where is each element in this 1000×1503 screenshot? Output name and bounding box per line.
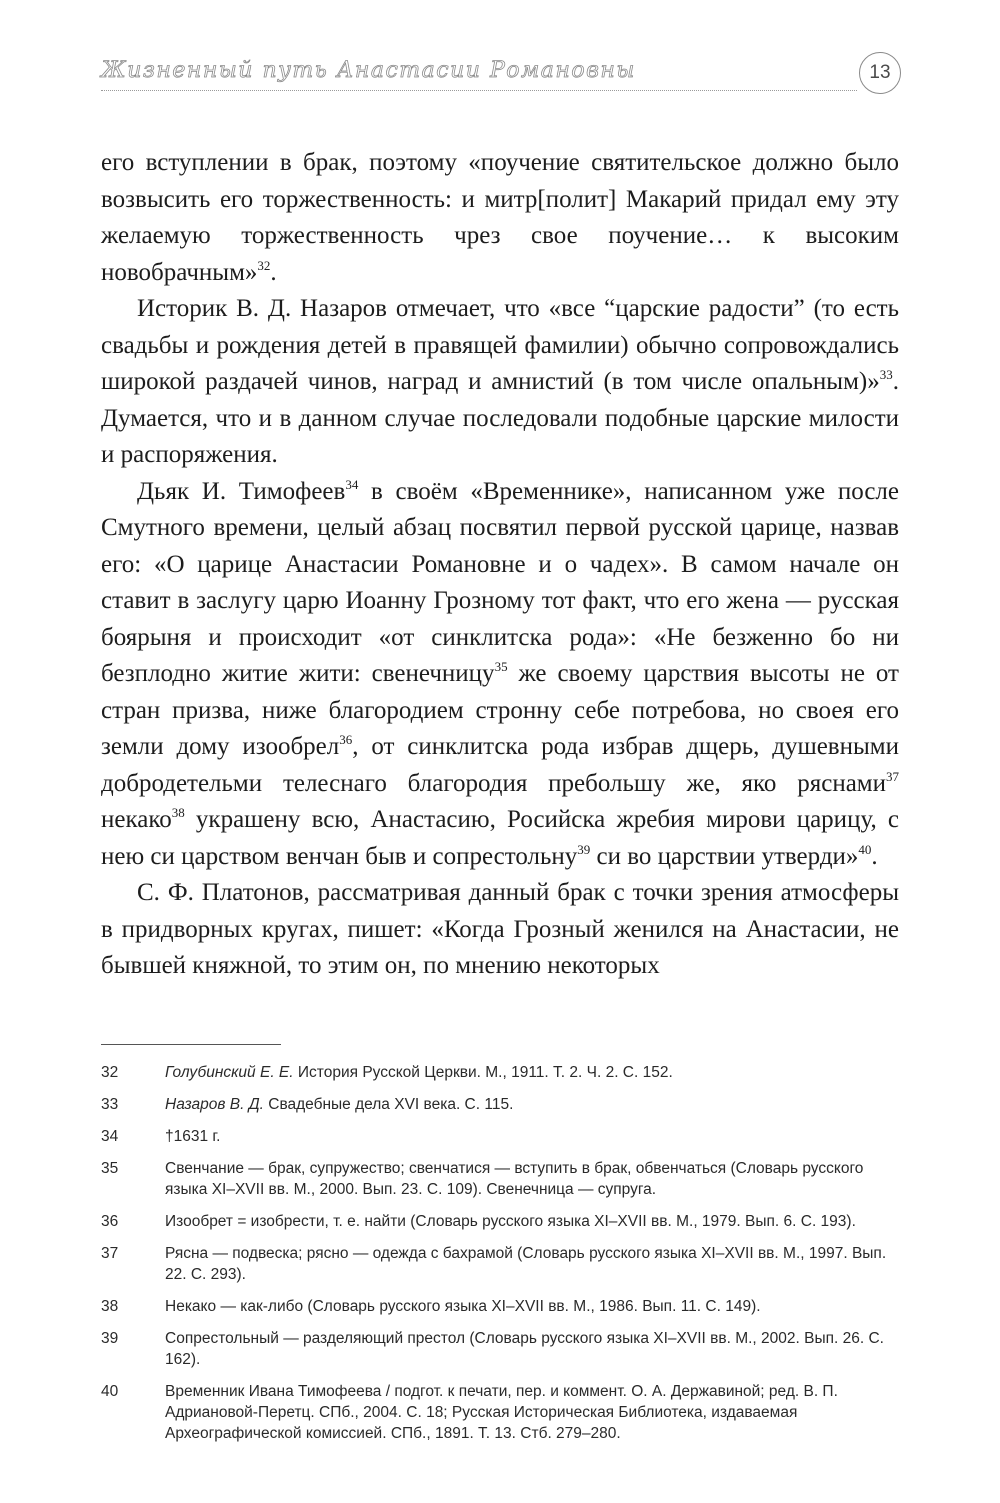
footnote <box>101 1296 899 1317</box>
text-run: , от синклитска рода избрав дщерь, душевными добродетельми телеснаго благородия пребольшу же, яко ряснами <box>101 733 899 797</box>
text-run: его вступлении в брак, поэтому «поучение святительское должно было возвысить его торжественность: и митр[полит] Макарий придал ему эту желаемую торжественность чрез свое поучение… к высоким новобрачным» <box>101 149 899 286</box>
footnote-number: 39 <box>101 1330 119 1347</box>
footnote-text <box>165 1062 899 1083</box>
footnote-text <box>165 1243 899 1285</box>
footnote <box>101 1158 899 1200</box>
footnote <box>101 1211 899 1232</box>
page-number-badge <box>859 52 901 94</box>
text-run: си во царствии утверди» <box>590 842 859 870</box>
footnote-ref[interactable]: 36 <box>339 732 353 747</box>
footnote <box>101 1094 899 1115</box>
footnote-number: 35 <box>101 1160 119 1177</box>
paragraph <box>101 145 899 291</box>
footnote-number: 32 <box>101 1064 119 1081</box>
page-number: 13 <box>869 62 891 83</box>
footnote-ref[interactable]: 40 <box>858 841 872 857</box>
footnote-text <box>165 1328 899 1370</box>
footnote-ref[interactable]: 34 <box>345 476 359 492</box>
footnote-body: Сопрестольный — разделяющий престол (Словарь русского языка XI–XVII вв. М., 2002. Вып. 26. С. 162). <box>165 1330 884 1368</box>
footnote-ref[interactable]: 32 <box>257 257 271 273</box>
footnotes <box>101 1062 899 1455</box>
footnote-author: Голубинский Е. Е. <box>165 1064 294 1081</box>
text-run: . <box>270 258 277 286</box>
paragraph <box>101 875 899 985</box>
footnote-ref[interactable]: 37 <box>886 768 899 784</box>
footnote-number: 34 <box>101 1128 119 1145</box>
text-run: Историк В. Д. Назаров отмечает, что «все “царские радости” (то есть свадьбы и рождения детей в правящей фамилии) обычно сопровождались широкой раздачей чинов, наград и амнистий (в том числе опальным)» <box>101 295 899 395</box>
footnote-ref[interactable]: 39 <box>577 841 591 857</box>
footnote <box>101 1243 899 1285</box>
footnote-author: Назаров В. Д. <box>165 1096 264 1113</box>
footnote-number: 38 <box>101 1298 119 1315</box>
footnote <box>101 1328 899 1370</box>
footnote-body: Свадебные дела XVI века. С. 115. <box>263 1096 514 1113</box>
footnote-body: Свенчание — брак, супружество; свенчатися — вступить в брак, обвенчаться (Словарь русского языка XI–XVII вв. М., 2000. Вып. 23. С. 109). Свенечница — супруга. <box>165 1160 864 1198</box>
footnote-number: 33 <box>101 1096 119 1113</box>
footnote <box>101 1126 899 1147</box>
paragraph <box>101 474 899 876</box>
text-run: . <box>871 842 878 870</box>
footnote-text <box>165 1158 899 1200</box>
footnote-ref[interactable]: 33 <box>879 367 893 382</box>
main-text <box>101 145 899 985</box>
text-run: украшену всю, Анастасию, Росийска жребия мирови царицу, с нею си царством венчан быв и сопрестольну <box>101 806 899 870</box>
footnote-body: Изообрет = изобрести, т. е. найти (Словарь русского языка XI–XVII вв. М., 1979. Вып. 6. С. 193). <box>165 1213 856 1230</box>
running-title: Жизненный путь Анастасии Романовны <box>101 58 636 83</box>
paragraph <box>101 291 899 474</box>
footnote-body: Рясна — подвеска; рясно — одежда с бахрамой (Словарь русского языка XI–XVII вв. М., 1997. Вып. 22. С. 293). <box>165 1245 887 1283</box>
text-run: С. Ф. Платонов, рассматривая данный брак с точки зрения атмосферы в придворных кругах, пишет: «Когда Грозный женился на Анастасии, не бывшей княжной, то этим он, по мнению некоторых <box>101 879 899 979</box>
footnote-body: †1631 г. <box>165 1128 221 1145</box>
footnote-divider <box>101 1044 281 1045</box>
footnote-text <box>165 1381 899 1444</box>
running-header <box>101 52 901 96</box>
footnote-body: История Русской Церкви. М., 1911. Т. 2. Ч. 2. С. 152. <box>293 1064 673 1081</box>
text-run: Дьяк И. Тимофеев <box>137 477 346 505</box>
text-run: . Думается, что и в данном случае последовали подобные царские милости и распоряжения. <box>101 368 899 468</box>
footnote-body: Временник Ивана Тимофеева / подгот. к печати, пер. и коммент. О. А. Державиной; ред. В. П. Адриановой-Перетц. СПб., 2004. С. 18; Русская Историческая Библиотека, издаваемая Археографической комиссией. СПб., 1891. Т. 13. Стб. 279–280. <box>165 1383 838 1442</box>
text-run: некако <box>101 806 172 833</box>
footnote-number: 37 <box>101 1245 119 1262</box>
header-divider <box>101 90 857 91</box>
footnote-number: 36 <box>101 1213 119 1230</box>
footnote-text <box>165 1094 899 1115</box>
footnote-ref[interactable]: 35 <box>494 659 508 674</box>
footnote <box>101 1381 899 1444</box>
footnote-ref[interactable]: 38 <box>171 805 185 820</box>
footnote-text <box>165 1296 899 1317</box>
text-run: же своему царствия высоты не от стран призва, ниже благородием стронну себе потребова, но своея его земли дому изообрел <box>101 660 899 760</box>
text-run: в своём «Временнике», написанном уже после Смутного времени, целый абзац посвятил первой русской царице, назвав его: «О царице Анастасии Романовне и о чадех». В самом начале он ставит в заслугу царю Иоанну Грозному тот факт, что его жена — русская боярыня и происходит «от синклитска рода»: «Не безженно бо ни безплодно житие жити: свенечницу <box>101 477 899 687</box>
footnote <box>101 1062 899 1083</box>
footnote-text <box>165 1126 899 1147</box>
footnote-body: Некако — как-либо (Словарь русского языка XI–XVII вв. М., 1986. Вып. 11. С. 149). <box>165 1298 761 1315</box>
footnote-text <box>165 1211 899 1232</box>
footnote-number: 40 <box>101 1383 119 1400</box>
